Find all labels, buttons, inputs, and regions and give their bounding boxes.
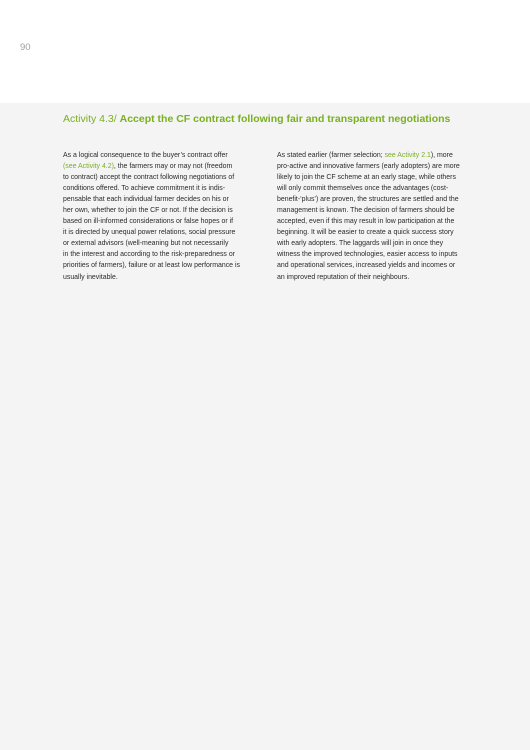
text-fragment: ), more: [430, 152, 453, 159]
text-line: [277, 150, 477, 161]
text-line: likely to join the CF scheme at an early stage, while others: [277, 174, 456, 182]
text-line: priorities of farmers), failure or at least low performance is: [63, 262, 240, 270]
text-line: pro-active and innovative farmers (early adopters) are more: [277, 163, 460, 171]
heading-prefix: Activity 4.3/: [63, 113, 117, 125]
text-fragment: , the farmers may or may not (freedom: [113, 163, 233, 171]
right-column-text: [277, 150, 477, 283]
text-fragment: As stated earlier (farmer selection;: [277, 152, 385, 159]
text-line: [63, 161, 263, 172]
activity-reference: (see Activity 4.2): [63, 163, 114, 171]
text-line: conditions offered. To achieve commitment it is indis-: [63, 185, 226, 193]
text-line: based on ill-informed considerations or false hopes or if: [63, 218, 234, 226]
text-line: beginning. It will be easier to create a quick success story: [277, 229, 454, 237]
text-line: in the interest and according to the risk-preparedness or: [63, 251, 235, 259]
section-heading: [63, 113, 503, 125]
text-line: and operational services, increased yields and incomes or: [277, 262, 456, 270]
activity-reference: see Activity 2.1: [384, 152, 431, 159]
text-line: it is directed by unequal power relations, social pressure: [63, 229, 236, 237]
text-line: As a logical consequence to the buyer’s contract offer: [63, 152, 228, 159]
text-line: usually inevitable.: [63, 273, 118, 281]
text-line: pensable that each individual farmer decides on his or: [63, 196, 229, 204]
text-line: her own, whether to join the CF or not. If the decision is: [63, 207, 233, 215]
text-line: will only commit themselves once the advantages (cost-: [277, 185, 449, 193]
page-number: 90: [20, 42, 31, 53]
text-line: witness the improved technologies, easier access to inputs: [277, 251, 458, 259]
text-line: accepted, even if this may result in low participation at the: [277, 218, 455, 226]
text-line: management is known. The decision of farmers should be: [277, 207, 455, 215]
text-line: with early adopters. The laggards will join in once they: [277, 240, 444, 248]
page-header-area: [0, 0, 530, 103]
text-line: to contract) accept the contract following negotiations of: [63, 174, 235, 182]
text-line: benefit-‘plus’) are proven, the structures are settled and the: [277, 196, 459, 204]
text-line: or external advisors (well-meaning but not necessarily: [63, 240, 229, 248]
left-column-text: [63, 150, 263, 283]
text-line: an improved reputation of their neighbours.: [277, 273, 410, 281]
heading-title: Accept the CF contract following fair and transparent negotiations: [119, 113, 451, 125]
